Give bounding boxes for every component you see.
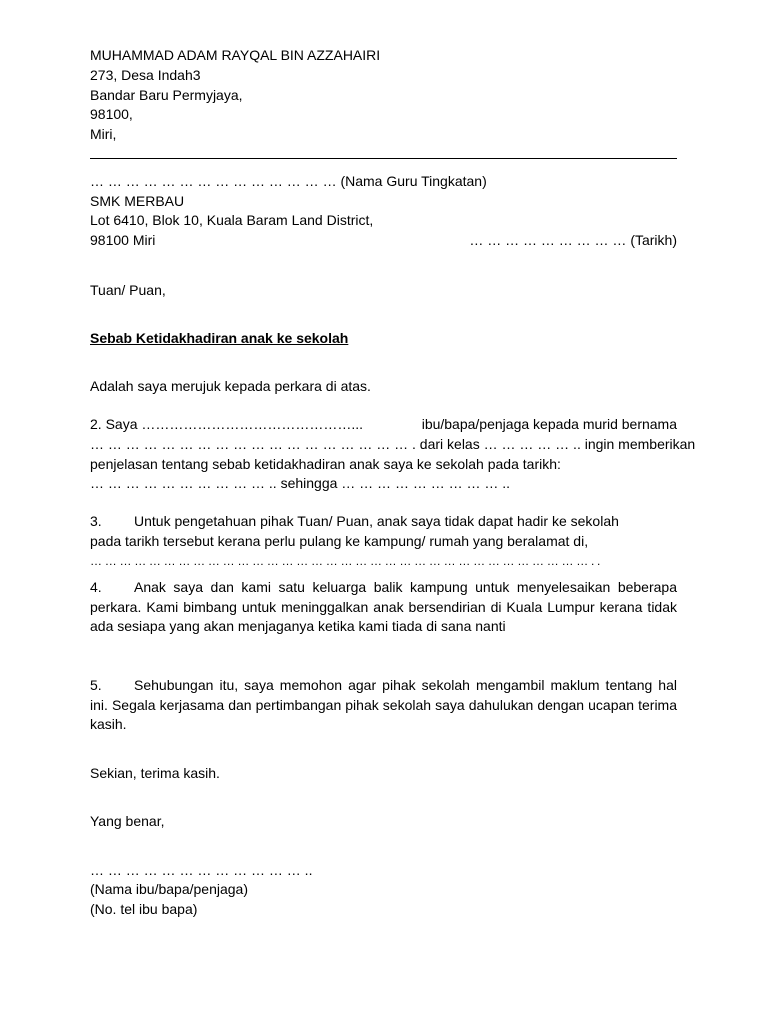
parent-name-label: (Nama ibu/bapa/penjaga)	[90, 881, 248, 897]
parent-phone-label: (No. tel ibu bapa)	[90, 901, 198, 917]
signature-line: … … … … … … … … … … … … ..	[90, 862, 313, 878]
closing-yours: Yang benar,	[90, 813, 165, 829]
paragraph-4-number: 4.	[90, 579, 102, 595]
paragraph-2-line-4: … … … … … … … … … … .. sehingga … … … … … … … … … ..	[90, 475, 511, 491]
paragraph-2-line-3: penjelasan tentang sebab ketidakhadiran anak saya ke sekolah pada tarikh:	[90, 456, 561, 472]
sender-postcode: 98100,	[90, 106, 133, 122]
paragraph-5	[90, 676, 677, 735]
paragraph-4	[90, 578, 677, 637]
opening-line: Adalah saya merujuk kepada perkara di atas.	[90, 378, 371, 394]
date-field: … … … … … … … … … (Tarikh)	[469, 232, 677, 248]
sender-city: Miri,	[90, 126, 117, 142]
salutation: Tuan/ Puan,	[90, 282, 166, 298]
paragraph-3-line-3: … … … … … … … … … … … … … … … … … … … … … … … … … … … … … … … … … … . .	[90, 554, 601, 568]
recipient-teacher: … … … … … … … … … … … … … … (Nama Guru Tingkatan)	[90, 173, 487, 189]
letter-subject: Sebab Ketidakhadiran anak ke sekolah	[90, 330, 349, 346]
paragraph-3-text-1: Untuk pengetahuan pihak Tuan/ Puan, anak saya tidak dapat hadir ke sekolah	[134, 513, 619, 529]
paragraph-5-text: Sehubungan itu, saya memohon agar pihak sekolah mengambil maklum tentang hal ini. Segala kerjasama dan pertimbangan pihak sekolah saya dahulukan dengan ucapan terima kasih.	[90, 677, 677, 732]
paragraph-2-line-1-right: ibu/bapa/penjaga kepada murid bernama	[421, 416, 677, 432]
paragraph-4-text: Anak saya dan kami satu keluarga balik kampung untuk menyelesaikan beberapa perkara. Kami bimbang untuk meninggalkan anak bersendirian di Kuala Lumpur kerana tidak ada sesiapa yang akan menjaganya ketika kami tiada di sana nanti	[90, 579, 677, 634]
header-divider	[90, 158, 677, 159]
sender-name: MUHAMMAD ADAM RAYQAL BIN AZZAHAIRI	[90, 47, 381, 63]
recipient-city: 98100 Miri	[90, 232, 156, 248]
closing-thanks: Sekian, terima kasih.	[90, 765, 220, 781]
paragraph-3-line-1	[90, 512, 619, 531]
paragraph-2-line-2: … … … … … … … … … … … … … … … … … … . dari kelas … … … … … .. ingin memberikan	[90, 436, 696, 452]
paragraph-3-line-2: pada tarikh tersebut kerana perlu pulang ke kampung/ rumah yang beralamat di,	[90, 533, 589, 549]
paragraph-5-number: 5.	[90, 677, 102, 693]
sender-address-line-2: Bandar Baru Permyjaya,	[90, 87, 243, 103]
paragraph-2-line-1-left: 2. Saya ………………………………………...	[90, 416, 364, 432]
sender-address-line-1: 273, Desa Indah3	[90, 67, 201, 83]
recipient-address: Lot 6410, Blok 10, Kuala Baram Land District,	[90, 212, 374, 228]
paragraph-3-number: 3.	[90, 513, 102, 529]
recipient-school: SMK MERBAU	[90, 193, 185, 209]
